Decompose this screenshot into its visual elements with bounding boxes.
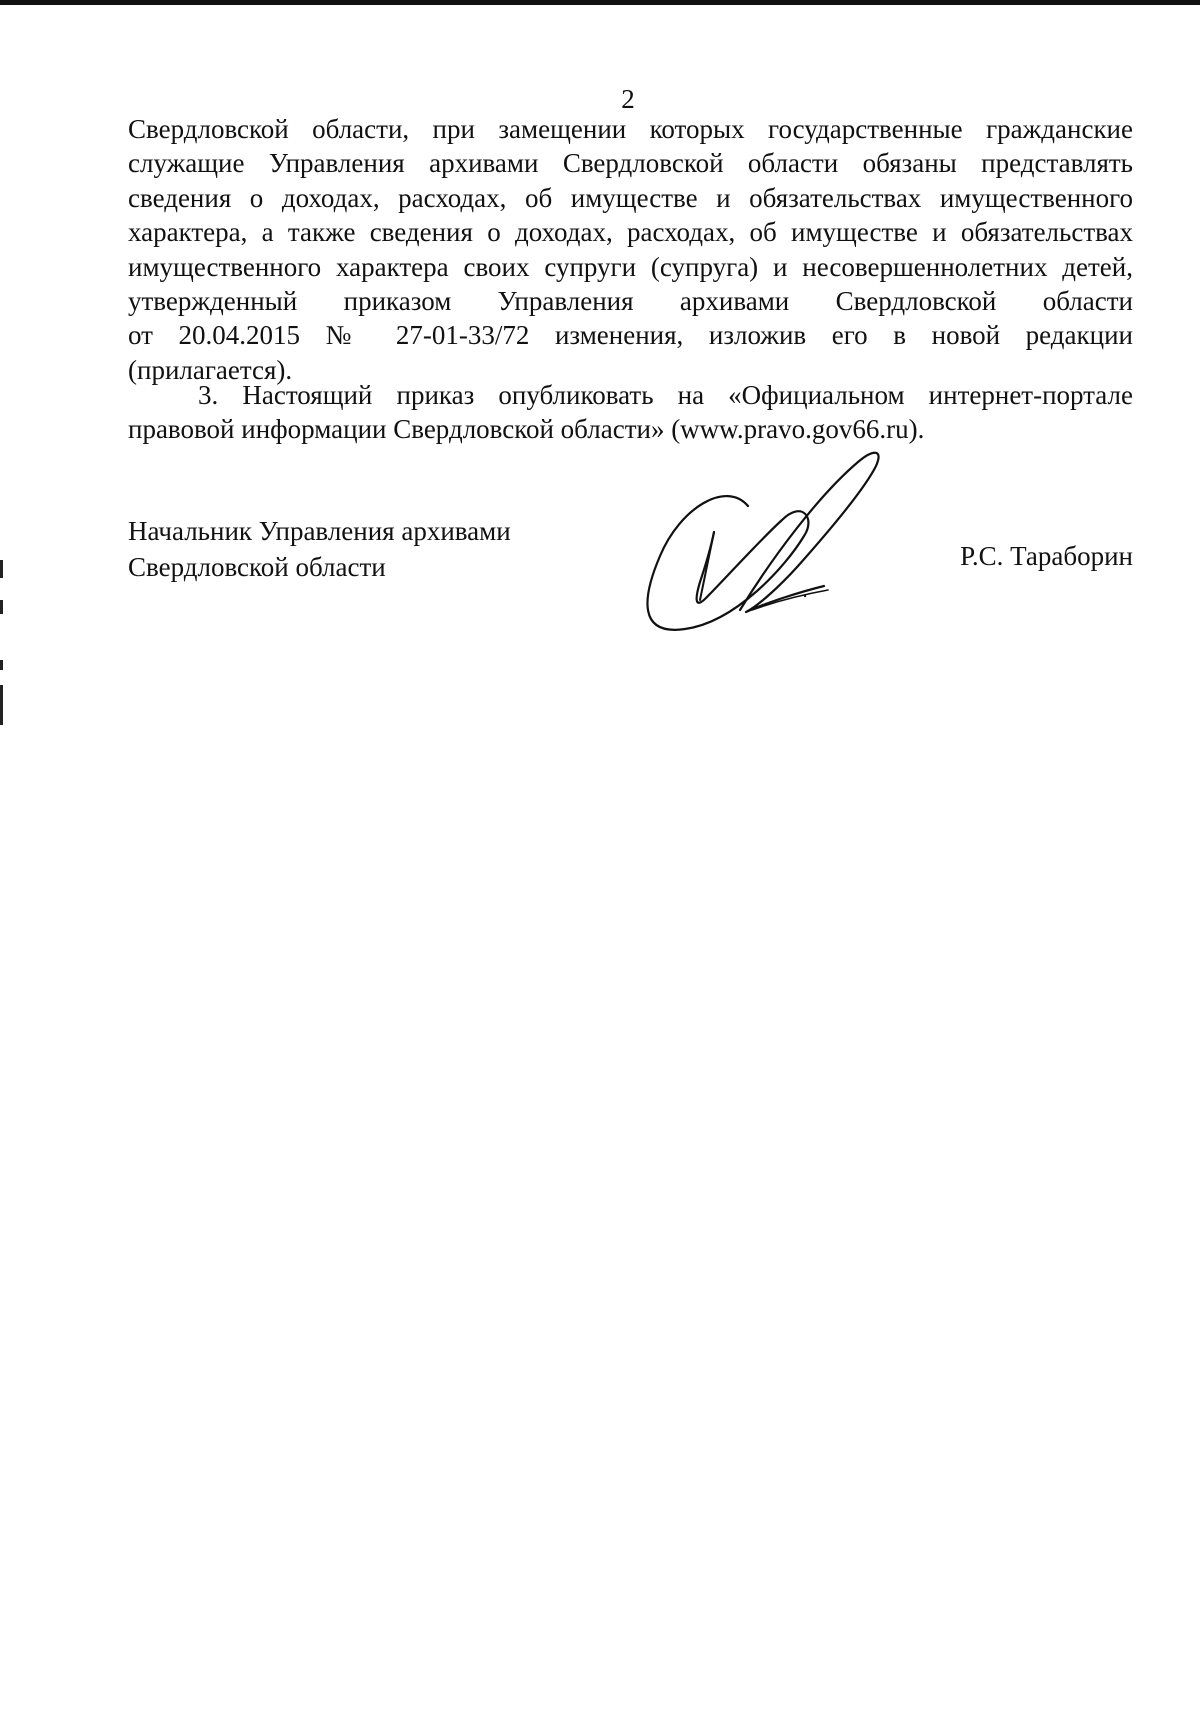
text-line: от 20.04.2015 № 27-01-33/72 изменения, изложив его в новой редакции [128, 320, 1133, 351]
paragraph-amendment [128, 112, 1133, 387]
text-line: 3. Настоящий приказ опубликовать на «Официальном интернет-портале [198, 380, 1133, 410]
text-line: сведения о доходах, расходах, об имуществе и обязательствах имущественного [128, 182, 1133, 213]
scan-edge-mark [0, 685, 3, 725]
signatory-title [128, 513, 511, 585]
text-line: служащие Управления архивами Свердловской области обязаны представлять [128, 148, 1133, 179]
signer-name: Р.С. Тараборин [960, 541, 1133, 571]
text-line: правовой информации Свердловской области» (www.pravo.gov66.ru). [128, 414, 925, 445]
text-line: утвержденный приказом Управления архивами Свердловской области [128, 286, 1133, 317]
text-line: характера, а также сведения о доходах, расходах, об имуществе и обязательствах [128, 217, 1133, 248]
handwritten-signature [640, 448, 900, 638]
paragraph-publication [128, 378, 1133, 447]
page-top-border [0, 0, 1200, 5]
text-line: имущественного характера своих супруги (супруга) и несовершеннолетних детей, [128, 251, 1133, 282]
scan-edge-mark [0, 660, 3, 670]
signatory-title-line: Свердловской области [128, 552, 386, 582]
page-number: 2 [621, 84, 635, 114]
scan-edge-mark [0, 600, 3, 614]
text-line: Свердловской области, при замещении которых государственные гражданские [128, 114, 1133, 144]
text-line: (прилагается). [128, 354, 293, 385]
scan-edge-mark [0, 560, 3, 578]
signatory-title-line: Начальник Управления архивами [128, 516, 511, 546]
